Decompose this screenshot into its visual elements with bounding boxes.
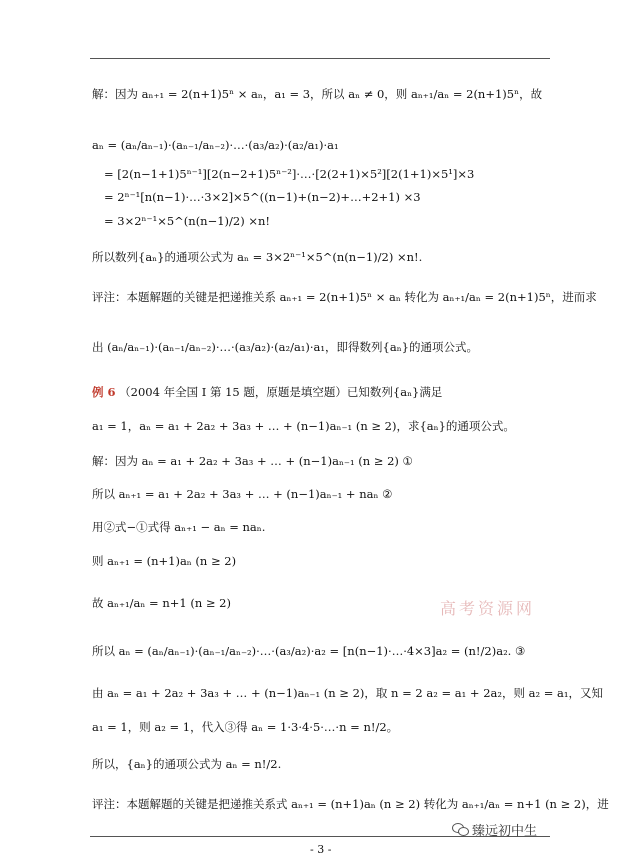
text-line <box>92 554 236 568</box>
header-rule <box>90 58 550 59</box>
text-line <box>92 385 442 399</box>
text-line-content: 解：因为 aₙ = a₁ + 2a₂ + 3a₃ + … + (n−1)aₙ₋₁ (n ≥ 2) ① <box>92 454 413 468</box>
page-number: - 3 - <box>310 843 332 856</box>
text-line-content: 所以 aₙ₊₁ = a₁ + 2a₂ + 3a₃ + … + (n−1)aₙ₋₁ + naₙ ② <box>92 487 393 501</box>
text-line <box>104 167 474 181</box>
wechat-badge <box>452 820 537 839</box>
wechat-icon <box>452 823 468 836</box>
watermark: 高考资源网 <box>440 599 536 618</box>
text-line <box>104 214 270 228</box>
text-line-content: （2004 年全国 I 第 15 题，原题是填空题）已知数列{aₙ}满足 <box>119 385 443 399</box>
example-label: 例 6 <box>92 385 116 399</box>
text-line <box>92 487 392 501</box>
text-line <box>92 720 398 734</box>
text-line-content: = [2(n−1+1)5ⁿ⁻¹][2(n−2+1)5ⁿ⁻²]·…·[2(2+1)×5²][2(1+1)×5¹]×3 <box>104 167 475 181</box>
text-line-content: aₙ = (aₙ/aₙ₋₁)·(aₙ₋₁/aₙ₋₂)·…·(a₃/a₂)·(a₂/a₁)·a₁ <box>92 138 339 152</box>
text-line-content: 用②式−①式得 aₙ₊₁ − aₙ = naₙ. <box>92 520 266 534</box>
text-line <box>92 454 413 468</box>
text-line <box>92 290 597 304</box>
wechat-account-label: 臻远初中生 <box>472 824 538 839</box>
text-line-content: 出 (aₙ/aₙ₋₁)·(aₙ₋₁/aₙ₋₂)·…·(a₃/a₂)·(a₂/a₁)·a₁，即得数列{aₙ}的通项公式。 <box>92 340 478 354</box>
text-line-content: = 3×2ⁿ⁻¹×5^(n(n−1)/2) ×n! <box>104 214 271 228</box>
text-line <box>92 520 265 534</box>
text-line-content: a₁ = 1，aₙ = a₁ + 2a₂ + 3a₃ + … + (n−1)aₙ₋₁ (n ≥ 2)，求{aₙ}的通项公式。 <box>92 419 515 433</box>
text-line <box>92 644 525 658</box>
text-line-content: 所以 aₙ = (aₙ/aₙ₋₁)·(aₙ₋₁/aₙ₋₂)·…·(a₃/a₂)·a₂ = [n(n−1)·…·4×3]a₂ = (n!/2)a₂. ③ <box>92 644 526 658</box>
text-line-content: 由 aₙ = a₁ + 2a₂ + 3a₃ + … + (n−1)aₙ₋₁ (n ≥ 2)，取 n = 2 a₂ = a₁ + 2a₂，则 a₂ = a₁，又知 <box>92 686 604 700</box>
text-line-content: 评注：本题解题的关键是把递推关系 aₙ₊₁ = 2(n+1)5ⁿ × aₙ 转化为 aₙ₊₁/aₙ = 2(n+1)5ⁿ，进而求 <box>92 290 597 304</box>
text-line-content: 所以数列{aₙ}的通项公式为 aₙ = 3×2ⁿ⁻¹×5^(n(n−1)/2) ×n!. <box>92 250 423 264</box>
text-line <box>92 87 542 101</box>
text-line-content: a₁ = 1，则 a₂ = 1，代入③得 aₙ = 1·3·4·5·…·n = n!/2。 <box>92 720 399 734</box>
text-line-content: 故 aₙ₊₁/aₙ = n+1 (n ≥ 2) <box>92 596 231 610</box>
text-line <box>92 797 609 811</box>
text-line <box>92 757 281 771</box>
text-line-content: 则 aₙ₊₁ = (n+1)aₙ (n ≥ 2) <box>92 554 237 568</box>
text-line-content: 评注：本题解题的关键是把递推关系式 aₙ₊₁ = (n+1)aₙ (n ≥ 2) 转化为 aₙ₊₁/aₙ = n+1 (n ≥ 2)，进 <box>92 797 609 811</box>
text-line <box>104 190 421 204</box>
text-line-content: = 2ⁿ⁻¹[n(n−1)·…·3×2]×5^((n−1)+(n−2)+…+2+1) ×3 <box>104 190 421 204</box>
text-line <box>92 250 422 264</box>
text-line <box>92 596 231 610</box>
text-line <box>92 138 339 152</box>
text-line <box>92 686 603 700</box>
text-line <box>92 419 515 433</box>
text-line-content: 解：因为 aₙ₊₁ = 2(n+1)5ⁿ × aₙ，a₁ = 3，所以 aₙ ≠ 0，则 aₙ₊₁/aₙ = 2(n+1)5ⁿ，故 <box>92 87 543 101</box>
text-line <box>92 340 478 354</box>
text-line-content: 所以，{aₙ}的通项公式为 aₙ = n!/2. <box>92 757 282 771</box>
